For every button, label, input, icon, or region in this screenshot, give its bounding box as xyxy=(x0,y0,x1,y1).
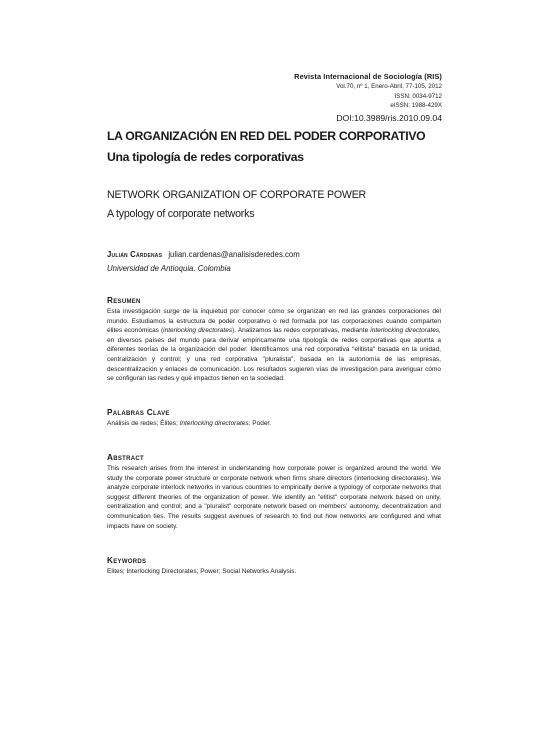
article-title-en: NETWORK ORGANIZATION OF CORPORATE POWER xyxy=(107,189,367,201)
keywords-text: Elites; Interlocking Directorates; Power; Social Networks Analysis. xyxy=(107,568,297,575)
author-affiliation: Universidad de Antioquia. Colombia xyxy=(107,264,231,273)
palabras-clave-section xyxy=(107,408,441,429)
resumen-heading: Resumen xyxy=(107,296,141,305)
resumen-term-2: interlocking directorates, xyxy=(370,327,441,335)
author-name: Julián Cárdenas xyxy=(107,250,163,259)
resumen-text-part-2: ). Analizamos las redes corporativas, mediante xyxy=(232,327,371,335)
journal-eissn: eISSN: 1988-429X xyxy=(390,102,442,110)
abstract-text: This research arises from the interest in understanding how corporate power is organized around the world. We study the corporate power structure or corporate network when firms share directors (interlocking directorates). We analyze corporate interlock networks in various countries to empirically derive a typology of corporate networks that suggest different theories of the organization of power. We identify an "elitist" corporate network based on unity, centralization and control; and a "pluralist" corporate network based on members' autonomy, decentralization and communication ties. The results suggest avenues of research to find out how networks are configured and what impacts have on society. xyxy=(107,465,441,530)
resumen-section xyxy=(107,296,441,384)
resumen-text-part-1: Esta investigación surge de la inquietud por conocer cómo se organizan en red las grandes corporaciones del mundo. Estudiamos la estructura de poder corporativo o red formada por las corporaciones cuando comparten élites económicas ( xyxy=(107,308,441,335)
palabras-clave-text xyxy=(107,419,441,429)
palabras-clave-part-1: Análisis de redes; Élites; xyxy=(107,420,180,427)
resumen-text-part-3: en diversos países del mundo para derivar empíricamente una tipología de redes corporativas que apunta a diferentes teorías de la organización del poder. Identificamos una red corporativa "elitista" basada en la unidad, centralización y control; y una red corporativa "pluralista", basada en la autonomía de las empresas, descentralización y enlaces de comunicación. Los resultados sugieren vías de investigación para averiguar cómo se configuran las redes y qué impactos tienen en la sociedad. xyxy=(107,336,441,383)
journal-title: Revista Internacional de Sociología (RIS) xyxy=(294,72,442,81)
author-line xyxy=(107,250,300,260)
resumen-text xyxy=(107,307,441,384)
journal-header xyxy=(294,72,442,124)
article-subtitle-en: A typology of corporate networks xyxy=(107,208,255,220)
keywords-heading: Keywords xyxy=(107,556,147,565)
palabras-clave-part-2: ; Poder. xyxy=(248,420,272,427)
journal-volume: Vol.70, nº 1, Enero-Abril, 77-105, 2012 xyxy=(336,83,442,90)
article-subtitle-es: Una tipología de redes corporativas xyxy=(107,150,304,164)
article-title-es: LA ORGANIZACIÓN EN RED DEL PODER CORPORATIVO xyxy=(107,129,426,143)
abstract-heading: Abstract xyxy=(107,453,144,462)
keywords-section xyxy=(107,556,441,577)
author-email[interactable]: julian.cardenas@analisisderedes.com xyxy=(168,250,300,259)
abstract-section xyxy=(107,453,441,531)
journal-issn: ISSN: 0034-9712 xyxy=(394,92,442,100)
palabras-clave-term: Interlocking directorates xyxy=(179,420,249,427)
palabras-clave-heading: Palabras Clave xyxy=(107,408,170,417)
journal-doi[interactable]: DOI:10.3989/ris.2010.09.04 xyxy=(336,112,442,123)
resumen-term-1: interlocking directorates xyxy=(163,327,233,335)
